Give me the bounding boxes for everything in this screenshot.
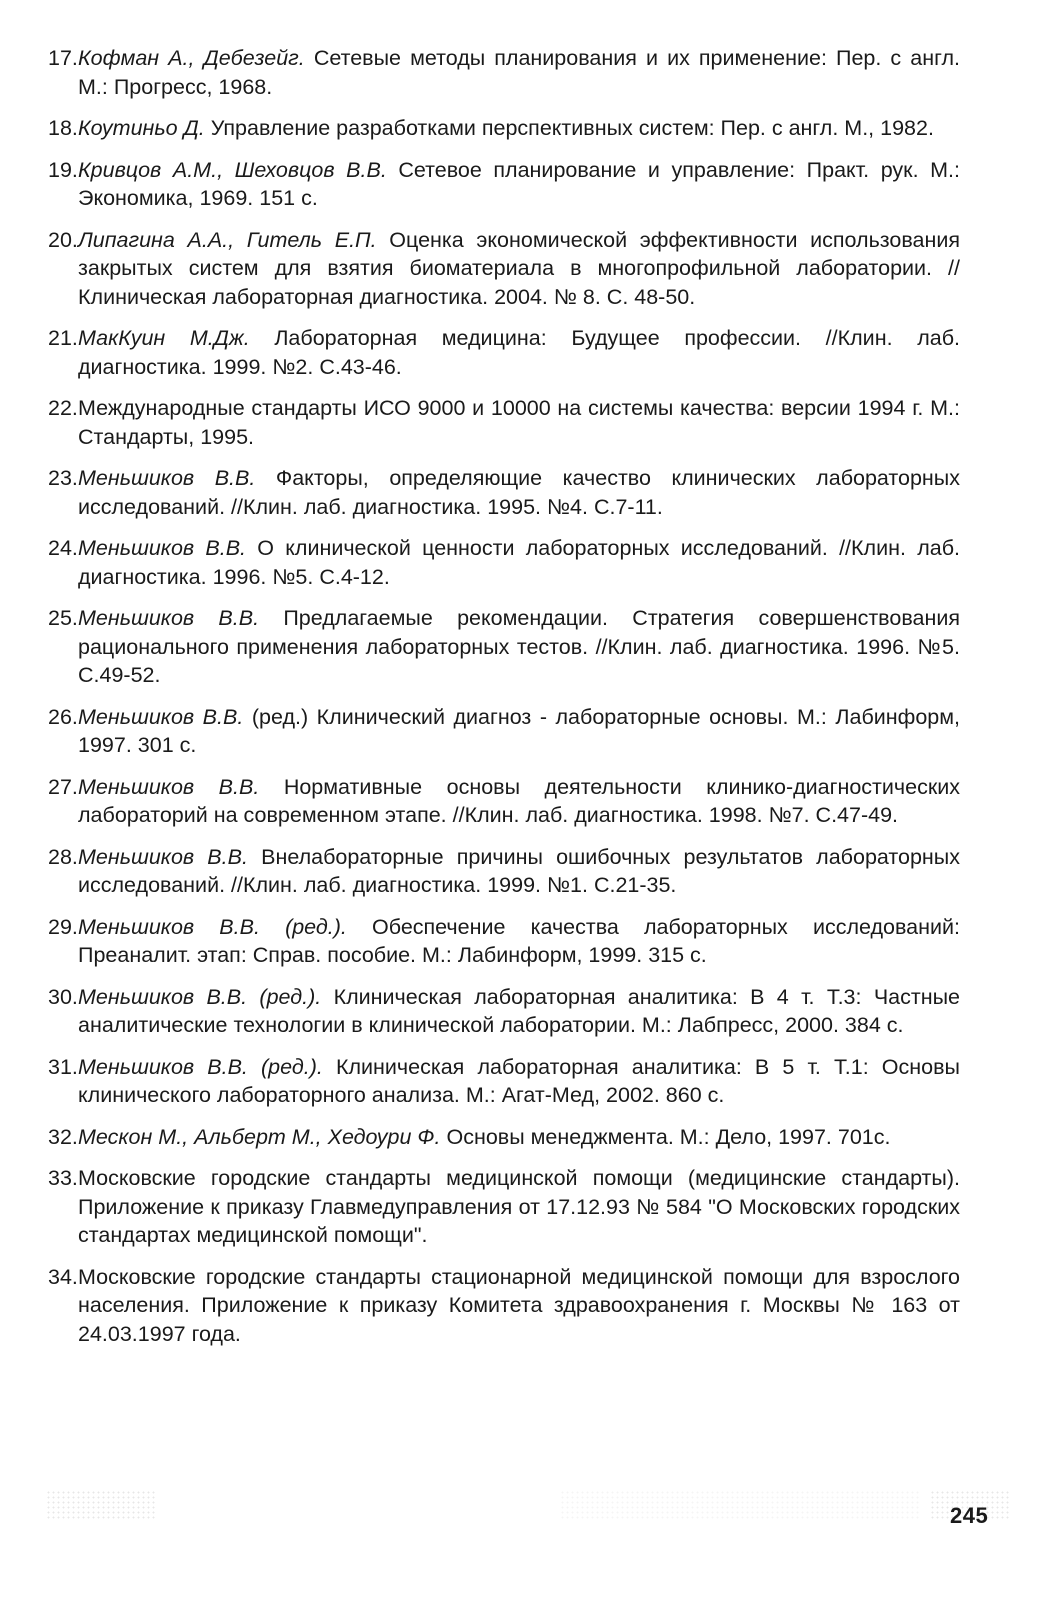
reference-item (48, 843, 960, 900)
reference-text: Нормативные основы деятельности клинико-диагностических лабораторий на современном этапе. //Клин. лаб. диагностика. 1998. №7. С.47-49. (78, 774, 960, 827)
reference-text: Управление разработками перспективных систем: Пер. с англ. М., 1982. (204, 116, 934, 140)
reference-item (48, 394, 960, 451)
reference-item (48, 773, 960, 830)
reference-text: О клинической ценности лабораторных исследований. //Клин. лаб. диагностика. 1996. №5. С.4-12. (78, 536, 960, 589)
reference-text: Основы менеджмента. М.: Дело, 1997. 701с. (440, 1124, 891, 1149)
reference-number: 31. (48, 1054, 78, 1079)
reference-number: 25. (48, 606, 78, 630)
reference-number: 34. (48, 1264, 78, 1289)
reference-text: Оценка экономической эффективности использования закрытых систем для взятия биоматериала в многопрофильной лаборатории. // Клиническая лабораторная диагностика. 2004. № 8. С. 48-50. (78, 227, 961, 309)
reference-author: Меньшиков В.В. (78, 774, 260, 799)
reference-item (48, 324, 960, 381)
reference-item (48, 464, 960, 521)
reference-item (48, 1053, 960, 1110)
reference-number: 20. (48, 227, 78, 252)
reference-text: Клиническая лабораторная аналитика: В 4 т. Т.3: Частные аналитические технологии в клинической лаборатории. М.: Лабпресс, 2000. 384 с. (78, 984, 960, 1037)
reference-number: 17. (48, 46, 78, 70)
reference-number: 21. (48, 326, 78, 350)
scan-artifact (46, 1490, 156, 1520)
reference-text: Обеспечение качества лабораторных исследований: Преаналит. этап: Справ. пособие. М.: Лабинформ, 1999. 315 с. (78, 914, 960, 967)
reference-number: 32. (48, 1124, 78, 1149)
reference-text: Сетевое планирование и управление: Практ. рук. М.: Экономика, 1969. 151 с. (78, 157, 960, 210)
reference-text: Клиническая лабораторная аналитика: В 5 т. Т.1: Основы клинического лабораторного анализа. М.: Агат-Мед, 2002. 860 с. (78, 1054, 960, 1107)
reference-number: 29. (48, 914, 78, 939)
reference-author: Меньшиков В.В. (ред.). (78, 984, 322, 1009)
page-number: 245 (950, 1503, 989, 1528)
reference-text: Внелабораторные причины ошибочных результатов лабораторных исследований. //Клин. лаб. диагностика. 1999. №1. С.21-35. (78, 844, 960, 897)
reference-number: 19. (48, 157, 78, 182)
reference-text: Сетевые методы планирования и их применение: Пер. с англ. М.: Прогресс, 1968. (78, 46, 960, 99)
reference-author: Кофман А., Дебезейг. (78, 46, 305, 70)
reference-text: Лабораторная медицина: Будущее профессии. //Клин. лаб. диагностика. 1999. №2. С.43-46. (78, 326, 960, 379)
reference-author: Меньшиков В.В. (ред.). (78, 914, 347, 939)
reference-author: Кривцов А.М., Шеховцов В.В. (78, 157, 387, 182)
reference-text: Московские городские стандарты медицинской помощи (медицинские стандарты). Приложение к приказу Главмедуправления от 17.12.93 № 584 "О Московских городских стандартах медицинской помощи". (78, 1166, 960, 1247)
reference-list (48, 44, 960, 1361)
reference-item (48, 114, 960, 143)
reference-item (48, 44, 960, 101)
reference-item (48, 604, 960, 690)
reference-number: 27. (48, 774, 78, 799)
reference-author: Меньшиков В.В. (78, 606, 260, 630)
reference-text: Московские городские стандарты стационарной медицинской помощи для взрослого населения. Приложение к приказу Комитета здравоохранения г. Москвы № 163 от 24.03.1997 года. (78, 1264, 960, 1346)
reference-item (48, 1164, 960, 1250)
reference-number: 28. (48, 844, 78, 869)
reference-number: 30. (48, 984, 78, 1009)
reference-number: 33. (48, 1166, 78, 1190)
reference-number: 18. (48, 116, 78, 140)
reference-text: Предлагаемые рекомендации. Стратегия совершенствования рационального применения лабораторных тестов. //Клин. лаб. диагностика. 1996. №5. С.49-52. (78, 606, 960, 687)
reference-item (48, 156, 960, 213)
reference-text: Факторы, определяющие качество клинических лабораторных исследований. //Клин. лаб. диагностика. 1995. №4. С.7-11. (78, 466, 960, 519)
reference-text: Международные стандарты ИСО 9000 и 10000 на системы качества: версии 1994 г. М.: Стандарты, 1995. (78, 396, 960, 449)
reference-number: 26. (48, 704, 78, 729)
reference-item (48, 1123, 960, 1152)
reference-text: (ред.) Клинический диагноз - лабораторные основы. М.: Лабинформ, 1997. 301 с. (78, 704, 960, 757)
reference-author: Меньшиков В.В. (78, 844, 248, 869)
reference-author: Липагина А.А., Гитель Е.П. (78, 227, 377, 252)
reference-item (48, 703, 960, 760)
reference-author: Меньшиков В.В. (78, 536, 247, 560)
scan-artifact (560, 1490, 920, 1520)
reference-item (48, 1263, 960, 1349)
reference-item (48, 983, 960, 1040)
reference-item (48, 226, 960, 312)
reference-item (48, 913, 960, 970)
reference-author: Коутиньо Д. (78, 116, 205, 140)
reference-number: 24. (48, 536, 78, 560)
reference-author: Меньшиков В.В. (ред.). (78, 1054, 323, 1079)
reference-author: Мескон М., Альберт М., Хедоури Ф. (78, 1124, 441, 1149)
reference-number: 23. (48, 466, 78, 490)
reference-author: Меньшиков В.В. (78, 704, 244, 729)
reference-author: Меньшиков В.В. (78, 466, 256, 490)
reference-author: МакКуин М.Дж. (78, 326, 250, 350)
reference-number: 22. (48, 396, 78, 420)
reference-item (48, 534, 960, 591)
